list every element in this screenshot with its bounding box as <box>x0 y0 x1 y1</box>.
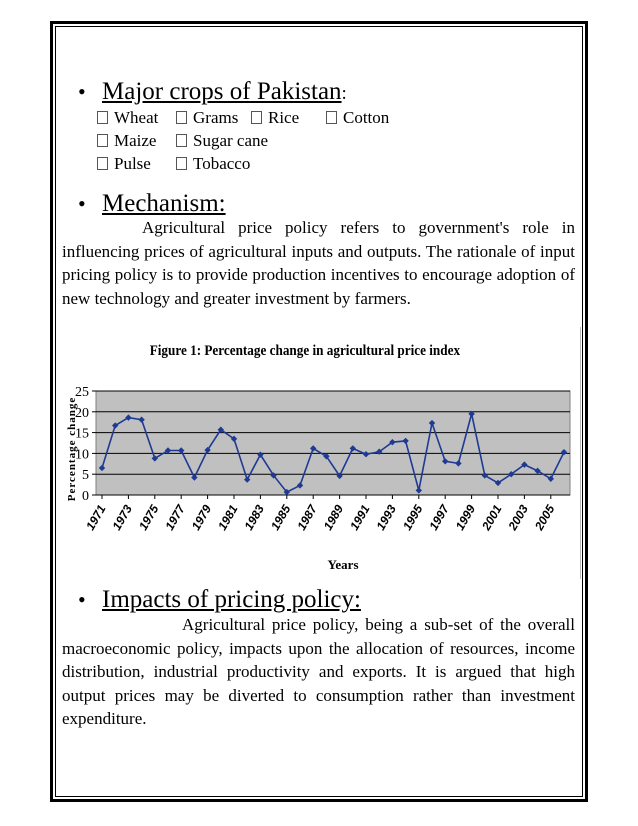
crop-item <box>251 108 299 128</box>
crop-item <box>176 108 238 128</box>
crop-label: Sugar cane <box>193 131 269 150</box>
crop-label: Maize <box>114 131 157 150</box>
impacts-text: Agricultural price policy, being a sub-set of the overall macroeconomic policy, impacts upon the allocation of resources, income distribution, industrial productivity and exports. It is argued that high output prices may be diverted to consumption rather than investment expenditure. <box>62 615 575 728</box>
chart-svg <box>62 327 582 577</box>
x-tick-label: 1985 <box>267 502 294 533</box>
bullet-icon: • <box>78 587 86 612</box>
x-tick-label: 1977 <box>162 502 188 533</box>
checkbox-icon <box>251 111 262 124</box>
x-tick-label: 1995 <box>399 502 426 533</box>
x-tick-label: 1983 <box>241 502 267 533</box>
crop-label: Wheat <box>114 108 159 127</box>
y-tick-label: 5 <box>82 468 89 484</box>
y-tick-label: 20 <box>75 405 89 421</box>
chart-figure <box>62 327 582 577</box>
figure-edge <box>580 327 581 579</box>
mechanism-text: Agricultural price policy refers to government's role in influencing prices of agricultural inputs and outputs. The rationale of input pricing policy is to provide production incentives to encourage adoption of new technology and greater investment by farmers. <box>62 218 575 308</box>
crop-label: Cotton <box>343 108 390 127</box>
mechanism-paragraph <box>62 216 575 310</box>
crop-item <box>326 108 389 128</box>
x-axis-label: Years <box>327 557 359 572</box>
bullet-icon: • <box>78 79 86 104</box>
x-tick-label: 1991 <box>347 502 373 533</box>
crop-item <box>176 154 250 174</box>
checkbox-icon <box>326 111 337 124</box>
crop-label: Rice <box>268 108 300 127</box>
x-tick-label: 1973 <box>109 502 135 533</box>
x-tick-label: 1979 <box>188 502 215 533</box>
checkbox-icon <box>176 134 187 147</box>
y-tick-label: 25 <box>75 385 89 400</box>
x-tick-label: 2001 <box>479 502 505 533</box>
mechanism-title: Mechanism: <box>102 190 226 217</box>
crop-label: Pulse <box>114 154 151 173</box>
x-tick-label: 1989 <box>320 502 347 533</box>
x-tick-label: 1987 <box>294 502 320 533</box>
checkbox-icon <box>176 111 187 124</box>
x-tick-label: 2005 <box>531 502 558 533</box>
y-tick-label: 15 <box>75 426 89 442</box>
crop-item <box>97 108 158 128</box>
mechanism-heading <box>78 190 226 218</box>
crop-item <box>97 131 156 151</box>
crop-item <box>176 131 268 151</box>
plot-area <box>96 391 570 495</box>
x-tick-label: 1975 <box>135 502 162 533</box>
impacts-paragraph <box>62 613 575 731</box>
y-tick-label: 10 <box>75 447 89 463</box>
x-tick-label: 1981 <box>215 502 241 533</box>
y-tick-label: 0 <box>82 489 89 504</box>
crop-label: Grams <box>193 108 239 127</box>
x-tick-label: 1993 <box>373 502 399 533</box>
crop-label: Tobacco <box>193 154 251 173</box>
x-tick-label: 1997 <box>426 502 452 533</box>
crop-item <box>97 154 151 174</box>
checkbox-icon <box>97 111 108 124</box>
checkbox-icon <box>97 157 108 170</box>
impacts-title: Impacts of pricing policy: <box>102 586 361 613</box>
crops-title: Major crops of Pakistan <box>102 78 342 105</box>
crops-heading <box>78 78 347 108</box>
checkbox-icon <box>176 157 187 170</box>
x-tick-label: 2003 <box>505 502 531 533</box>
crops-title-colon: : <box>341 83 347 104</box>
impacts-heading <box>78 586 361 614</box>
x-tick-label: 1971 <box>83 502 109 533</box>
x-tick-label: 1999 <box>452 502 479 533</box>
checkbox-icon <box>97 134 108 147</box>
bullet-icon: • <box>78 191 86 216</box>
chart-title: Figure 1: Percentage change in agricultural price index <box>149 342 461 360</box>
y-axis-label: Percentage change <box>66 396 78 502</box>
